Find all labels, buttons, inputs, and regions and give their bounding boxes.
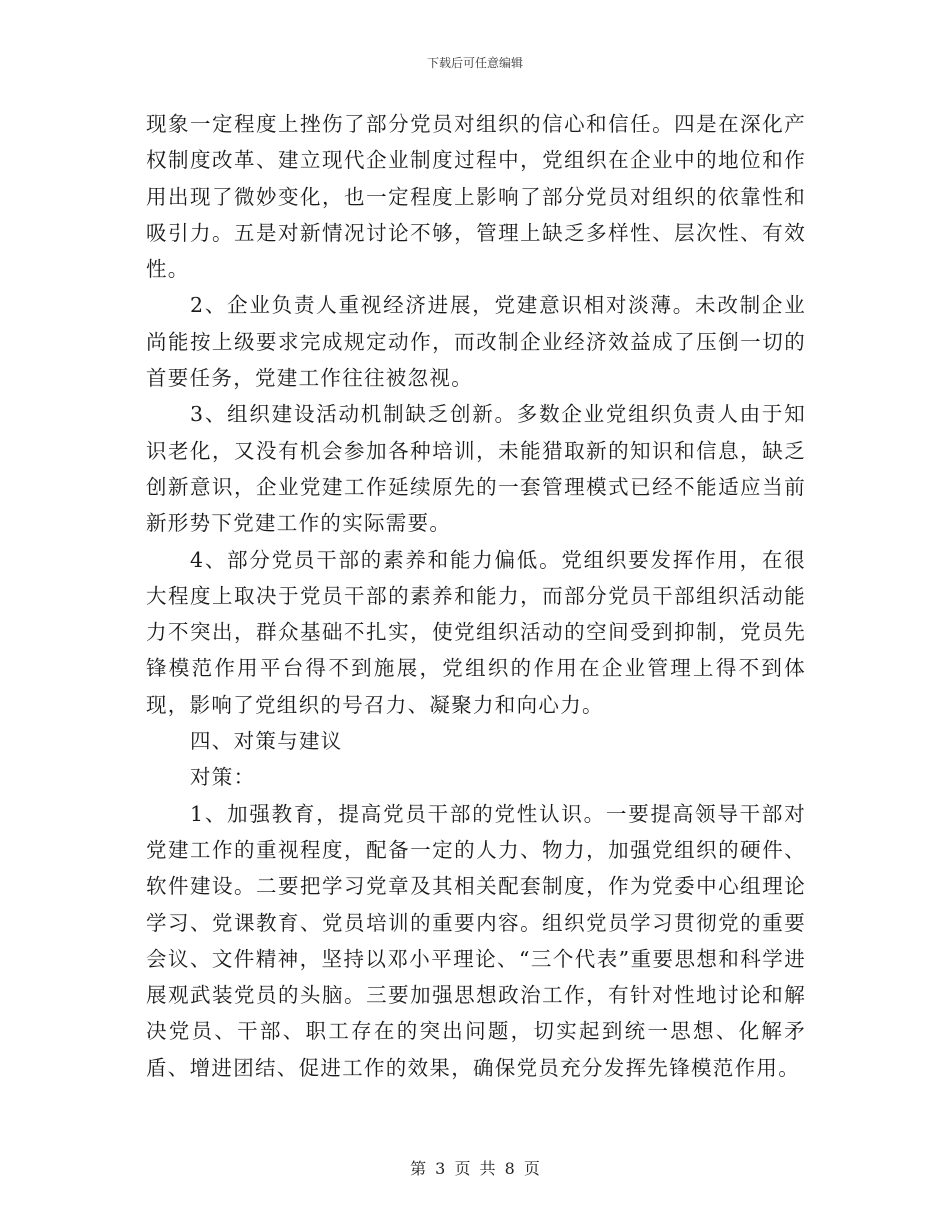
page-number: 第 3 页 共 8 页 bbox=[410, 1159, 540, 1178]
page-header: 下载后可任意编辑 bbox=[426, 56, 523, 70]
paragraph-5: 1、加强教育，提高党员干部的党性认识。一要提高领导干部对党建工作的重视程度，配备一定的人力、物力，加强党组织的硬件、软件建设。二要把学习党章及其相关配套制度，作为党委中心组理论学习、党课教育、党员培训的重要内容。组织党员学习贯彻党的重要会议、文件精神，坚持以邓小平理论、“三个代表”重要思想和科学进展观武装党员的头脑。三要加强思想政治工作，有针对性地讨论和解决党员、干部、职工存在的突出问题，切实起到统一思想、化解矛盾、增进团结、促进工作的效果，确保党员充分发挥先锋模范作用。 bbox=[146, 801, 806, 1080]
paragraph-4: 4、部分党员干部的素养和能力偏低。党组织要发挥作用，在很大程度上取决于党员干部的素养和能力，而部分党员干部组织活动能力不突出，群众基础不扎实，使党组织活动的空间受到抑制，党员先锋模范作用平台得不到施展，党组织的作用在企业管理上得不到体现，影响了党组织的号召力、凝聚力和向心力。 bbox=[146, 547, 806, 717]
paragraph-3: 3、组织建设活动机制缺乏创新。多数企业党组织负责人由于知识老化，又没有机会参加各种培训，未能猎取新的知识和信息，缺乏创新意识，企业党建工作延续原先的一套管理模式已经不能适应当前新形势下党建工作的实际需要。 bbox=[146, 402, 806, 536]
section-heading: 四、对策与建议 bbox=[190, 729, 343, 754]
subheading-countermeasures: 对策： bbox=[190, 765, 256, 790]
document-body bbox=[146, 106, 806, 1086]
paragraph-1: 现象一定程度上挫伤了部分党员对组织的信心和信任。四是在深化产权制度改革、建立现代企业制度过程中，党组织在企业中的地位和作用出现了微妙变化，也一定程度上影响了部分党员对组织的依靠性和吸引力。五是对新情况讨论不够，管理上缺乏多样性、层次性、有效性。 bbox=[146, 112, 806, 282]
paragraph-2: 2、企业负责人重视经济进展，党建意识相对淡薄。未改制企业尚能按上级要求完成规定动作，而改制企业经济效益成了压倒一切的首要任务，党建工作往往被忽视。 bbox=[146, 293, 806, 391]
